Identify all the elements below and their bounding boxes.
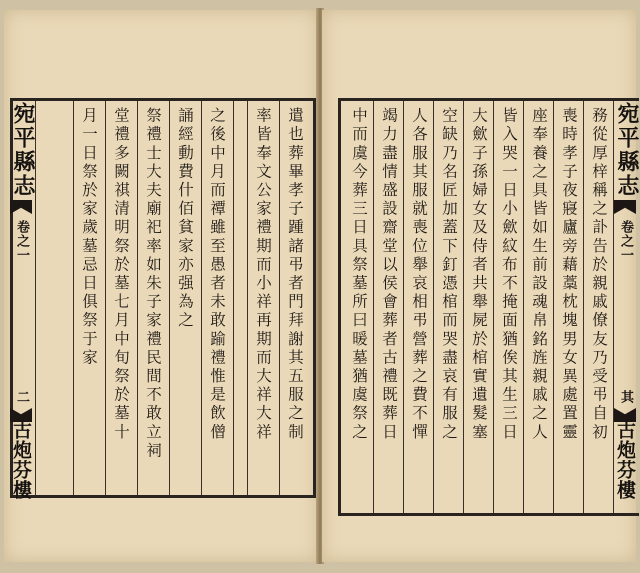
column-rule <box>523 101 524 513</box>
column-rule <box>73 101 74 495</box>
book-title-banner: 宛平縣志 <box>10 102 36 198</box>
column-rule <box>137 101 138 495</box>
column-rule <box>493 101 494 513</box>
column-rule <box>169 101 170 495</box>
column-rule <box>373 101 374 513</box>
press-name-banner: 古炮芬樓 <box>10 420 32 500</box>
column-rule <box>247 101 248 495</box>
column-rule <box>201 101 202 495</box>
chapter-label: 卷之一 <box>618 220 633 262</box>
text-column: 堂禮多闕祺清明祭於墓七月中旬祭於墓十 <box>112 107 130 442</box>
text-column: 空缺乃名匠加蓋下釘憑棺而哭盡哀有服之 <box>440 107 458 442</box>
column-rule <box>463 101 464 513</box>
text-column: 座奉養之具皆如生前設魂帛銘旌親戚之人 <box>530 107 548 442</box>
text-column: 誦經動費什佰貧家亦强為之 <box>176 107 194 331</box>
text-column: 喪時孝子夜寢廬旁藉藁枕塊男女異處置靈 <box>560 107 578 442</box>
press-name-banner: 古炮芬樓 <box>614 420 636 500</box>
column-rule <box>583 101 584 513</box>
text-column: 月一日祭於家歲墓忌日俱祭于家 <box>80 107 98 368</box>
column-rule <box>553 101 554 513</box>
text-column: 皆入哭一日小歛紋布不掩面猶俟其生三日 <box>500 107 518 442</box>
chapter-label: 卷之一 <box>14 220 29 262</box>
text-column: 之後中月而禫雖至愚者未敢踰禮惟是飲僧 <box>208 107 226 442</box>
text-column: 人各服其服就喪位舉哀相弔營葬之費不憚 <box>410 107 428 442</box>
text-column: 竭力盡情盛設齋堂以侯會葬者古禮既葬日 <box>380 107 398 442</box>
page-number: 其 <box>618 390 633 404</box>
text-column: 祭禮士大夫廟祀率如朱子家禮民間不敢立祠 <box>144 107 162 461</box>
text-column: 務從厚梓稱之訃告於親戚僚友乃受弔自初 <box>590 107 608 442</box>
text-column: 遣也葬畢孝子踵諸弔者門拜謝其五服之制 <box>286 107 304 442</box>
column-rule <box>279 101 280 495</box>
column-rule <box>105 101 106 495</box>
text-column: 率皆奉文公家禮期而小祥再期而大祥大祥 <box>254 107 272 442</box>
right-page-frame <box>338 98 639 516</box>
book-title-banner: 宛平縣志 <box>614 102 640 198</box>
column-rule <box>433 101 434 513</box>
column-rule <box>233 101 234 495</box>
column-rule <box>403 101 404 513</box>
left-page-frame <box>10 98 316 498</box>
text-column: 大歛子孫婦女及侍者共舉屍於棺實遺髮塞 <box>470 107 488 442</box>
page-number: 二 <box>14 390 29 404</box>
text-column: 中而虞今葬三日具祭墓所曰暖墓猶虞祭之 <box>350 107 368 442</box>
